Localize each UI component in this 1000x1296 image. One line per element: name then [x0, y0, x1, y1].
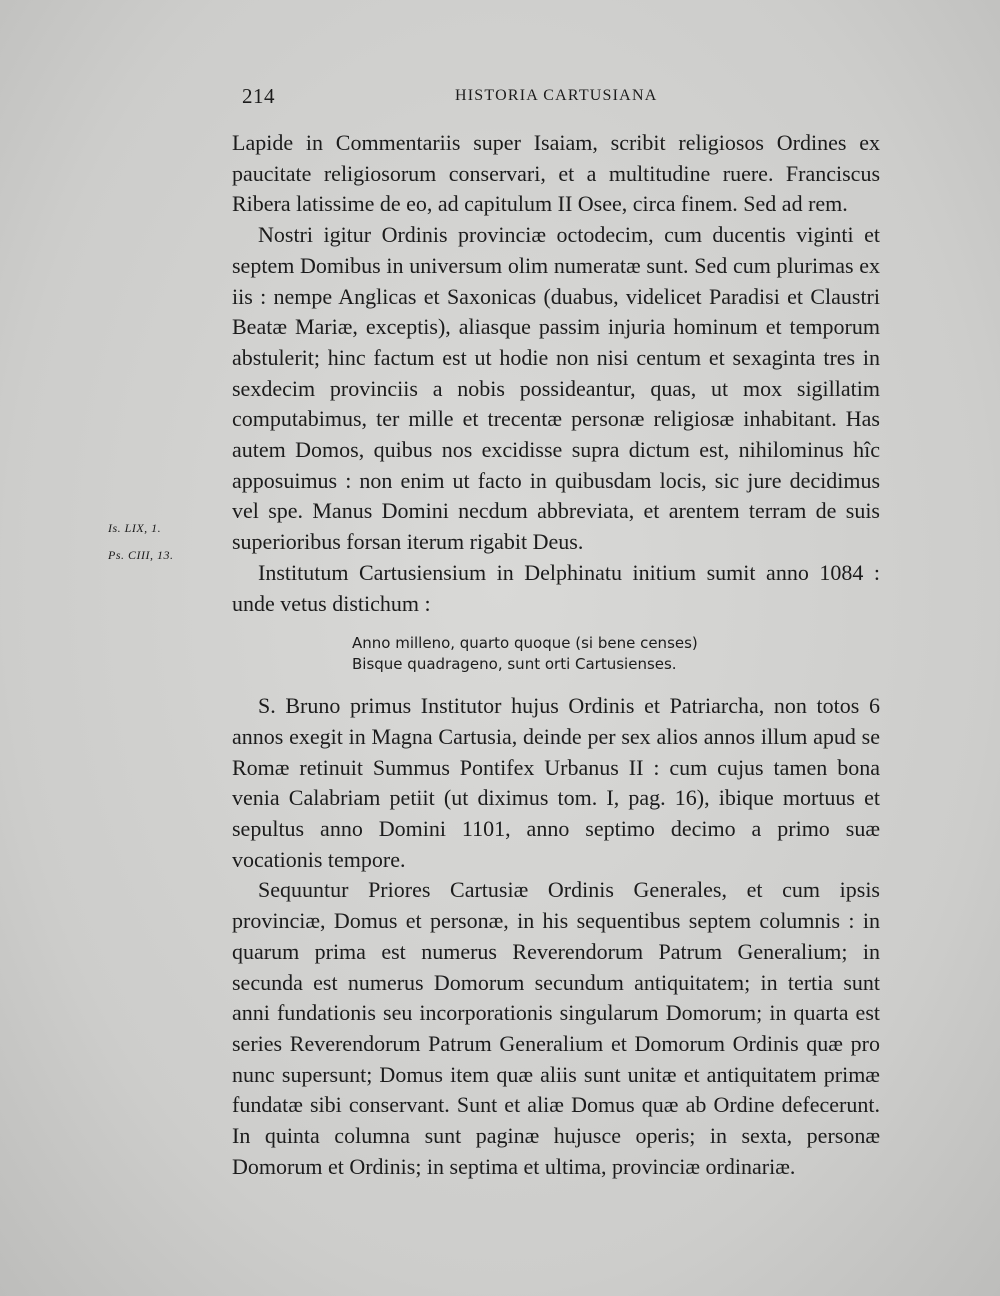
paragraph-institutum: Institutum Cartusiensium in Delphinatu initium sumit anno 1084 : unde vetus distichum : [232, 559, 880, 616]
page-number: 214 [242, 84, 275, 108]
distich-line-2: Bisque quadrageno, sunt orti Cartusienses. [352, 655, 677, 674]
distich-line-1: Anno milleno, quarto quoque (si bene censes) [352, 634, 698, 653]
body-text [232, 128, 880, 1183]
page-header [240, 84, 880, 112]
margin-note-isaiah: Is. LIX, 1. [108, 521, 162, 535]
paragraph-lapide: Lapide in Commentariis super Isaiam, scribit religiosos Ordines ex paucitate religiosorum conservari, et a multitudine ruere. Franciscus Ribera latissime de eo, ad capitulum II Osee, circa finem. Sed ad rem. [232, 130, 880, 217]
paragraph-bruno: S. Bruno primus Institutor hujus Ordinis et Patriarcha, non totos 6 annos exegit in Magna Cartusia, deinde per sex alios annos illum apud se Romæ retinuit Summus Pontifex Urbanus II : cum cujus tamen bona venia Calabriam petiit (ut diximus tom. I, pag. 16), ibique mortuus et sepultus anno Domini 1101, anno septimo decimo a primo suæ vocationis tempore. [232, 693, 880, 872]
distich [232, 633, 880, 675]
running-title: HISTORIA CARTUSIANA [455, 87, 658, 104]
margin-note-psalm: Ps. CIII, 13. [108, 548, 174, 562]
paragraph-provinces: Nostri igitur Ordinis provinciæ octodecim, cum ducentis viginti et septem Domibus in universum olim numeratæ sunt. Sed cum plurimas ex iis : nempe Anglicas et Saxonicas (duabus, videlicet Paradisi et Claustri Beatæ Mariæ, exceptis), aliasque passim injuria hominum et temporum abstulerit; hinc factum est ut hodie non nisi centum et sexaginta tres in sexdecim provinciis a nobis possideantur, quas, ut mox sigillatim computabimus, ter mille et trecentæ personæ religiosæ inhabitant. Has autem Domos, quibus nos excidisse supra dictum est, nihilominus hîc apposuimus : non enim ut facto in quibusdam locis, sic jure decidimus vel spe. Manus Domini necdum abbreviata, et arentem terram de suis superioribus forsan iterum rigabit Deus. [232, 222, 880, 555]
paragraph-priores: Sequuntur Priores Cartusiæ Ordinis Generales, et cum ipsis provinciæ, Domus et personæ, in his sequentibus septem columnis : in quarum prima est numerus Reverendorum Patrum Generalium; in secunda est numerus Domorum secundum antiquitatem; in tertia sunt anni fundationis seu incorporationis singularum Domorum; in quarta est series Reverendorum Patrum Generalium et Domorum Ordinis quæ pro nunc supersunt; Domus item quæ aliis sunt unitæ et antiquitatem primæ fundatæ sibi conservant. Sunt et aliæ Domus quæ ab Ordine defecerunt. In quinta columna sunt paginæ hujusce operis; in sexta, personæ Domorum et Ordinis; in septima et ultima, provinciæ ordinariæ. [232, 877, 880, 1179]
